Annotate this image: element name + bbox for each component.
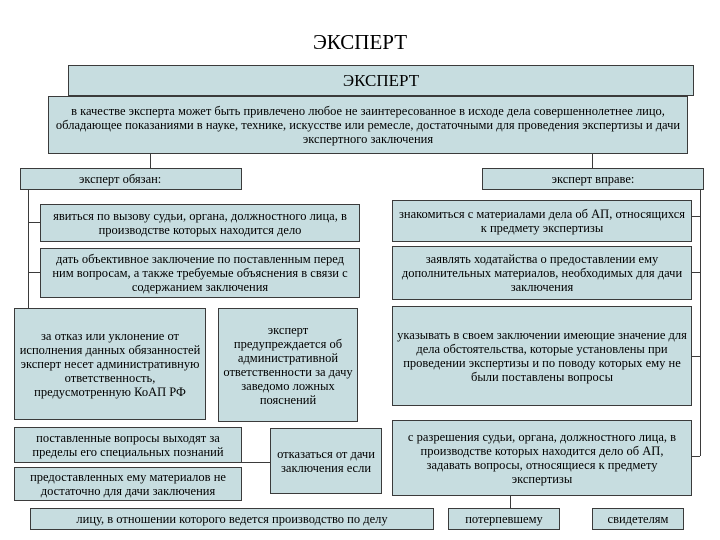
refusal-case: поставленные вопросы выходят за пределы его специальных познаний <box>14 427 242 463</box>
refusal-connector <box>242 462 270 463</box>
right-spine <box>700 190 701 456</box>
obliged-heading <box>20 168 242 190</box>
left-tick-2 <box>28 272 40 273</box>
rights-item: заявлять ходатайства о предоставлении ему дополнительных материалов, необходимых для дачи заключения <box>392 246 692 300</box>
liability-text: за отказ или уклонение от исполнения данных обязанностей эксперт несет административную ответственность, предусмотренную КоАП РФ <box>19 329 201 399</box>
definition-box <box>48 96 688 154</box>
addressee-connector <box>510 496 511 508</box>
addressee: лицу, в отношении которого ведется производство по делу <box>30 508 434 530</box>
liability-box <box>14 308 206 420</box>
refuse-box <box>270 428 382 494</box>
right-tick <box>692 216 700 217</box>
definition-text: в качестве эксперта может быть привлечено любое не заинтересованное в исходе дела совершеннолетнее лицо, обладающее показаниями в науке, технике, искусстве или ремесле, достаточными для проведения экспертизы и дачи экспертного заключения <box>55 104 681 146</box>
obliged-item: явиться по вызову судьи, органа, должностного лица, в производстве которых находится дело <box>40 204 360 242</box>
obliged-heading-label: эксперт обязан: <box>79 172 162 186</box>
refusal-case: предоставленных ему материалов не достаточно для дачи заключения <box>14 467 242 501</box>
right-tick <box>692 272 700 273</box>
rights-heading <box>482 168 704 190</box>
right-tick <box>692 356 700 357</box>
page-title: ЭКСПЕРТ <box>312 30 408 54</box>
rights-heading-label: эксперт вправе: <box>551 172 635 186</box>
right-tick <box>692 456 700 457</box>
left-tick-1 <box>28 222 40 223</box>
warned-text: эксперт предупреждается об административной ответственности за дачу заведомо ложных пояснений <box>223 323 353 407</box>
left-spine <box>28 190 29 308</box>
obliged-item: дать объективное заключение по поставленным перед ним вопросам, а также требуемые объяснения в связи с содержанием заключения <box>40 248 360 298</box>
rights-item: знакомиться с материалами дела об АП, относящихся к предмету экспертизы <box>392 200 692 242</box>
rights-item: с разрешения судьи, органа, должностного лица, в производстве которых находится дело об АП, задавать вопросы, относящиеся к предмету экспертизы <box>392 420 692 496</box>
refuse-text: отказаться от дачи заключения если <box>277 447 375 475</box>
header-box <box>68 65 694 96</box>
addressee: свидетелям <box>592 508 684 530</box>
warned-box <box>218 308 358 422</box>
header-label: ЭКСПЕРТ <box>342 70 420 90</box>
connector-right <box>592 154 593 168</box>
rights-item: указывать в своем заключении имеющие значение для дела обстоятельства, которые установлены при проведении экспертизы и по поводу которых ему не были поставлены вопросы <box>392 306 692 406</box>
connector-left <box>150 154 151 168</box>
addressee: потерпевшему <box>448 508 560 530</box>
